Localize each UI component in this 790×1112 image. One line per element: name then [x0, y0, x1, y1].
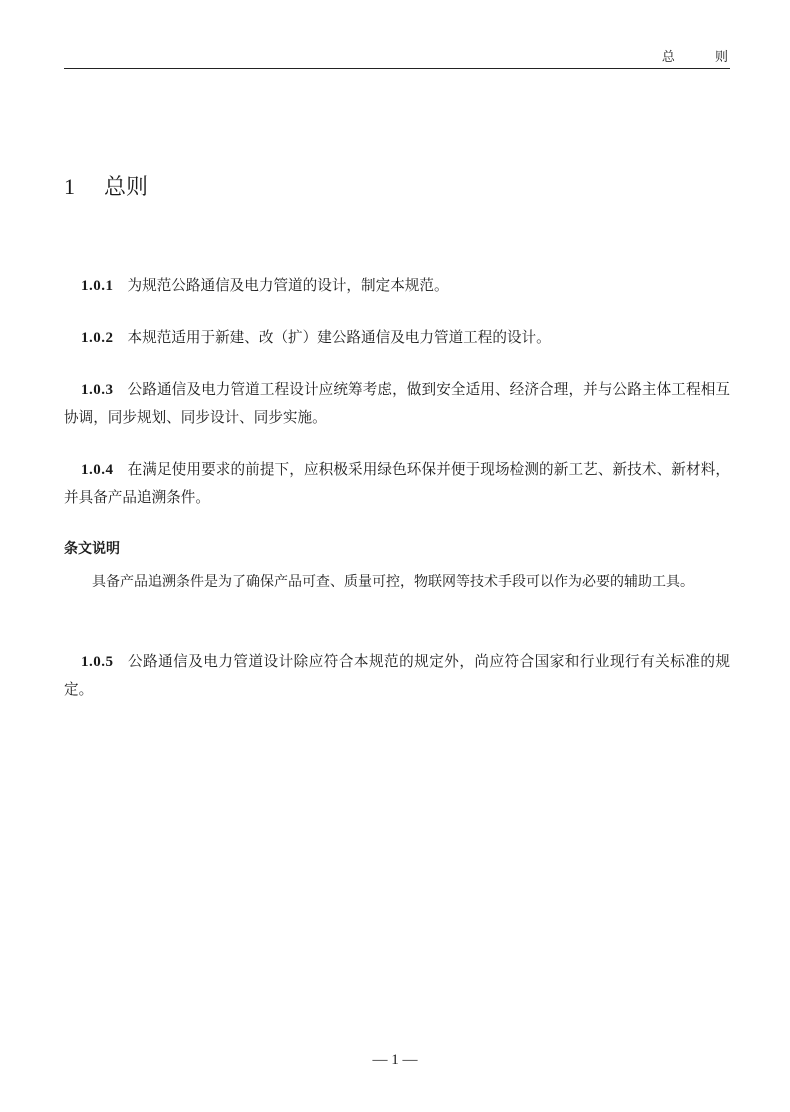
chapter-title: [64, 170, 148, 201]
clause-number: 1.0.2: [81, 330, 114, 346]
running-header-title: 总 则: [661, 50, 746, 65]
clause-1-0-5: [64, 648, 730, 704]
clause-text: 公路通信及电力管道工程设计应统筹考虑，做到安全适用、经济合理，并与公路主体工程相互协调，同步规划、同步设计、同步实施。: [64, 381, 730, 426]
clause-1-0-4: [64, 456, 730, 512]
clause-text: 在满足使用要求的前提下，应积极采用绿色环保并便于现场检测的新工艺、新技术、新材料，并具备产品追溯条件。: [64, 461, 730, 506]
clause-number: 1.0.4: [81, 462, 114, 478]
clause-text: 公路通信及电力管道设计除应符合本规范的规定外，尚应符合国家和行业现行有关标准的规定。: [64, 653, 730, 698]
explanation-text: 具备产品追溯条件是为了确保产品可查、质量可控，物联网等技术手段可以作为必要的辅助工具。: [92, 574, 694, 590]
clause-text: 本规范适用于新建、改（扩）建公路通信及电力管道工程的设计。: [127, 329, 551, 346]
clause-text: 为规范公路通信及电力管道的设计，制定本规范。: [127, 277, 449, 294]
chapter-title-text: 总则: [104, 175, 149, 200]
clause-1-0-1: [64, 272, 730, 300]
clause-number: 1.0.5: [81, 654, 114, 670]
clause-1-0-3: [64, 376, 730, 432]
explanation-heading: 条文说明: [64, 541, 120, 557]
clause-number: 1.0.3: [81, 382, 114, 398]
clause-number: 1.0.1: [81, 278, 114, 294]
clause-1-0-2: [64, 324, 730, 352]
running-header: [64, 42, 746, 69]
page-number: — 1 —: [372, 1052, 418, 1068]
chapter-number: 1: [64, 174, 75, 199]
